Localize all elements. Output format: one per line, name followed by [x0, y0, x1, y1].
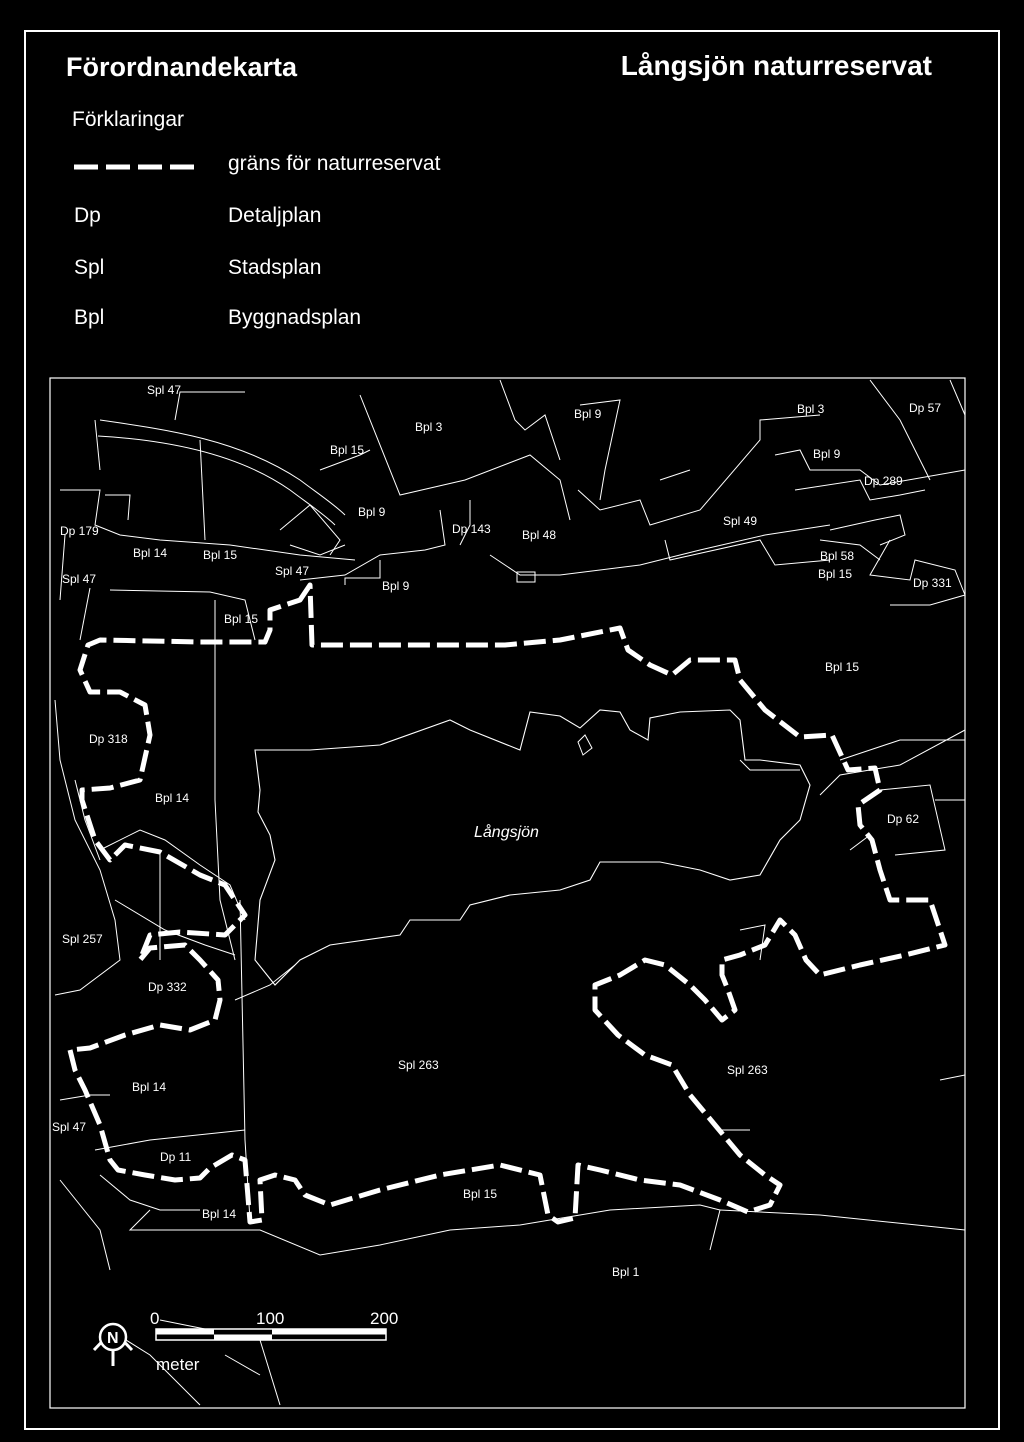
map-label: Bpl 15 [818, 567, 853, 581]
map-label: Dp 62 [887, 812, 920, 826]
property-lines [55, 380, 965, 1405]
map-label: Spl 263 [398, 1058, 439, 1072]
map-label: Bpl 9 [813, 447, 841, 461]
legend-desc: Stadsplan [228, 256, 322, 279]
north-arrow-icon [94, 1324, 132, 1366]
legend-desc: gräns för naturreservat [228, 152, 441, 175]
map-label: Bpl 15 [203, 548, 238, 562]
reserve-name: Långsjön naturreservat [620, 50, 932, 81]
map-label: Spl 47 [52, 1120, 87, 1134]
map-label: Bpl 9 [358, 505, 386, 519]
map-label: Bpl 9 [574, 407, 602, 421]
map-title: Förordnandekarta [66, 52, 298, 82]
scale-tick-200: 200 [370, 1309, 399, 1328]
map-label: Spl 49 [723, 514, 758, 528]
map-area-border [50, 378, 965, 1408]
scale-unit: meter [156, 1355, 200, 1374]
map-label: Spl 47 [275, 564, 310, 578]
map-label: Bpl 14 [155, 791, 190, 805]
map-label: Dp 289 [864, 474, 903, 488]
map-label: Bpl 15 [330, 443, 365, 457]
map-label: Dp 143 [452, 522, 491, 536]
reserve-boundary [70, 585, 945, 1222]
map-label: Bpl 14 [133, 546, 168, 560]
map-label: Spl 47 [147, 383, 182, 397]
map-label: Bpl 3 [797, 402, 825, 416]
map-label: Bpl 14 [202, 1207, 237, 1221]
legend-abbr: Bpl [74, 306, 105, 329]
map-label: Bpl 48 [522, 528, 557, 542]
map-label: Spl 263 [727, 1063, 768, 1077]
map-label: Bpl 1 [612, 1265, 640, 1279]
legend-desc: Byggnadsplan [228, 306, 362, 329]
island [578, 735, 592, 755]
scale-tick-100: 100 [256, 1309, 285, 1328]
map-label: Bpl 15 [825, 660, 860, 674]
map-label: Dp 57 [909, 401, 942, 415]
lake-label: Långsjön [474, 824, 539, 841]
legend-heading: Förklaringar [72, 108, 185, 131]
legend-desc: Detaljplan [228, 204, 322, 227]
map-label: Bpl 9 [382, 579, 410, 593]
lake-outline [255, 710, 810, 985]
legend-abbr: Dp [74, 204, 101, 227]
map-label: Dp 11 [160, 1150, 192, 1164]
legend-abbr: Spl [74, 256, 105, 279]
map-label: Dp 179 [60, 524, 99, 538]
scale-bar [150, 1309, 398, 1374]
map-label: Bpl 3 [415, 420, 443, 434]
map-label: Bpl 15 [463, 1187, 498, 1201]
map-label: Dp 318 [89, 732, 128, 746]
plan-labels [52, 383, 952, 1279]
scale-tick-0: 0 [150, 1309, 160, 1328]
map-label: Spl 257 [62, 932, 103, 946]
north-letter: N [107, 1330, 119, 1347]
shore-line [235, 965, 295, 1000]
map-label: Bpl 14 [132, 1080, 167, 1094]
map-label: Bpl 58 [820, 549, 855, 563]
map-label: Spl 47 [62, 572, 97, 586]
map-label: Dp 331 [913, 576, 952, 590]
map-label: Bpl 15 [224, 612, 259, 626]
map-label: Dp 332 [148, 980, 187, 994]
